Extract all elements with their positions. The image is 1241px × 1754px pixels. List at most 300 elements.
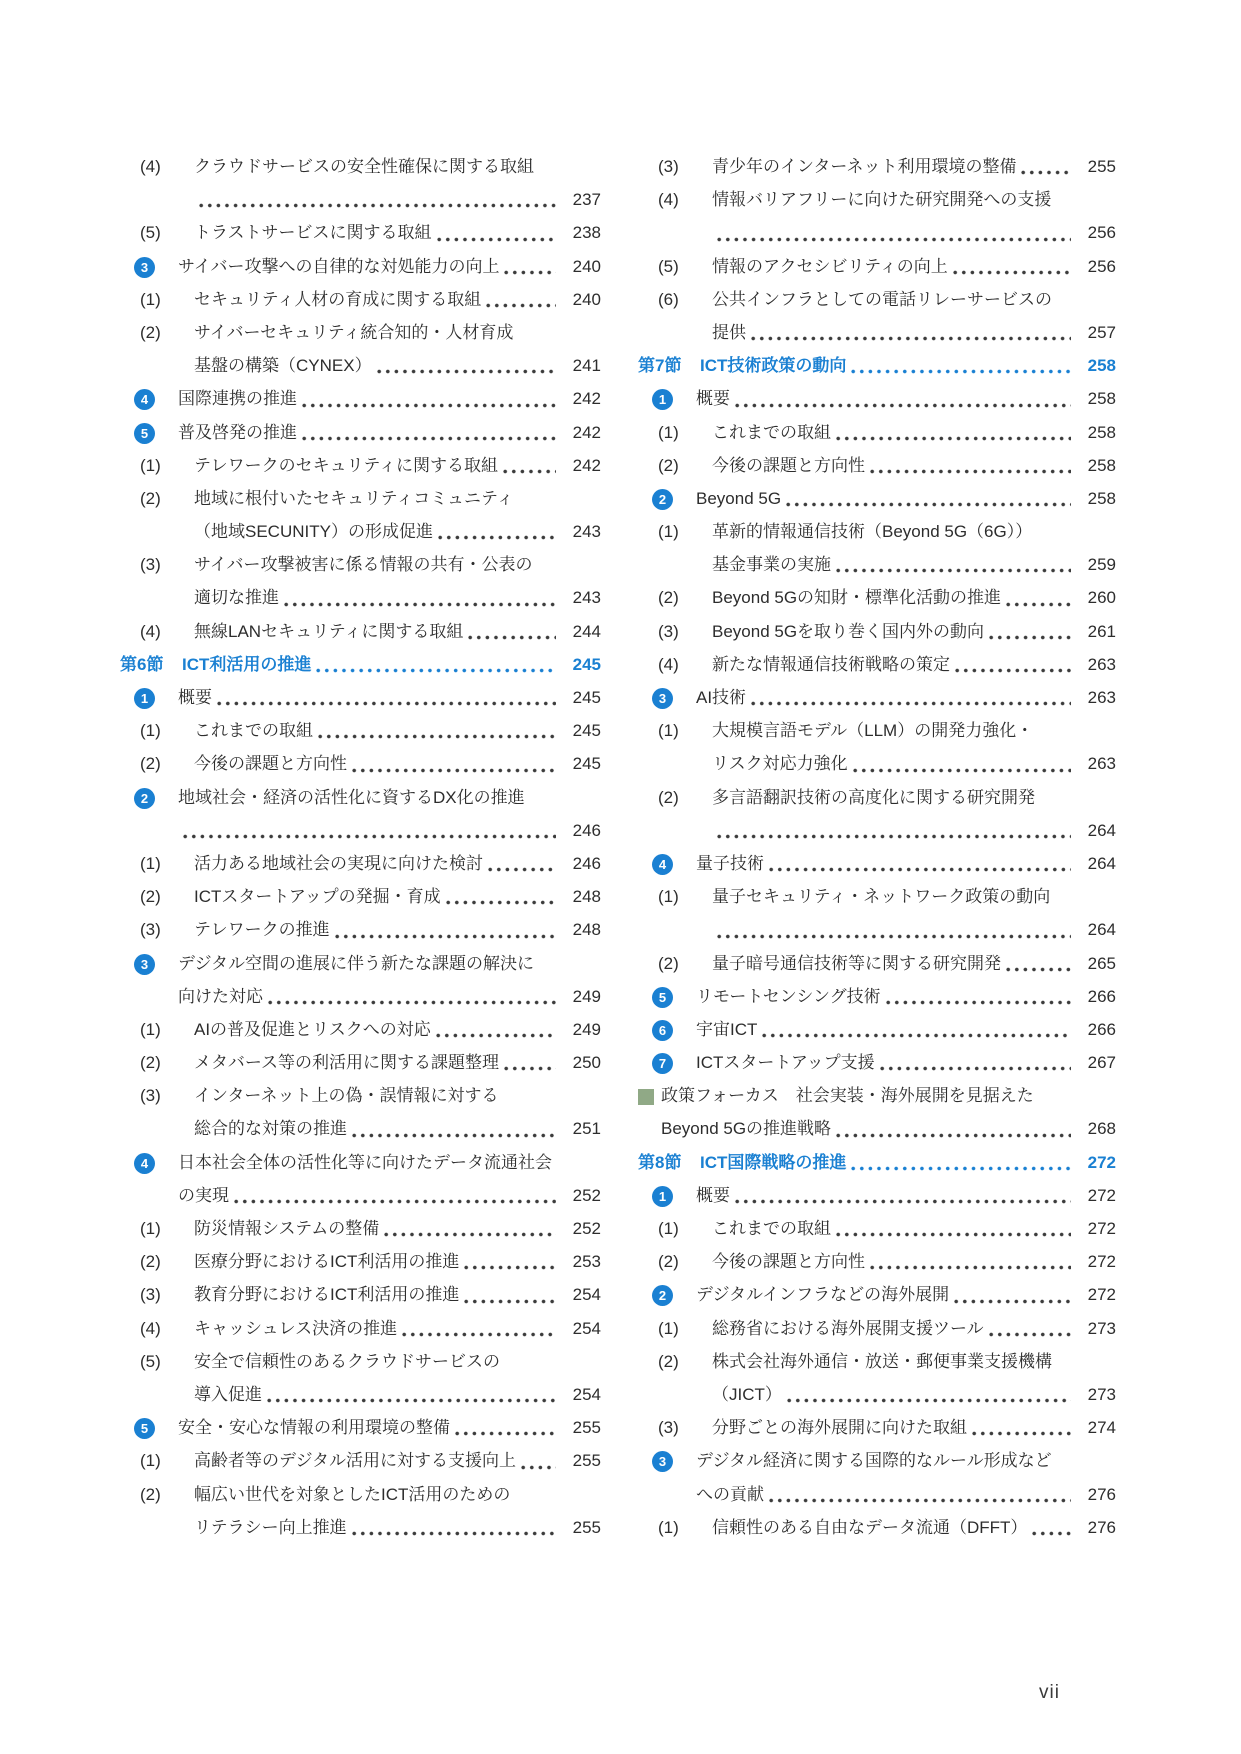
toc-entry-row [120, 781, 601, 814]
item-paren-number: (2) [658, 787, 679, 807]
dot-leader [836, 568, 1071, 573]
toc-column-right [638, 150, 1116, 1544]
toc-entry-row [120, 1378, 601, 1411]
toc-entry-row [638, 1444, 1116, 1477]
dot-leader [762, 1033, 1071, 1038]
page-number: 243 [572, 588, 601, 608]
dot-leader [836, 436, 1071, 441]
entry-title: キャッシュレス決済の推進 [194, 1318, 398, 1338]
dot-leader [384, 1232, 556, 1237]
entry-title: 向けた対応 [178, 986, 263, 1006]
toc-entry-row [638, 714, 1116, 747]
item-number [652, 382, 696, 415]
page-number: 268 [1087, 1119, 1116, 1139]
item-number-badge: 7 [652, 1053, 673, 1074]
toc-entry-row [638, 1013, 1116, 1046]
entry-title: 適切な推進 [194, 588, 279, 608]
dot-leader [1032, 1531, 1071, 1536]
entry-title: メタバース等の利活用に関する課題整理 [194, 1053, 499, 1073]
toc-entry-row [638, 581, 1116, 614]
dot-leader [880, 1066, 1071, 1071]
toc-entry-row [638, 648, 1116, 681]
toc-entry-row [638, 747, 1116, 780]
item-number [652, 482, 696, 515]
page-number: 263 [1087, 654, 1116, 674]
toc-entry-row [638, 913, 1116, 946]
toc-entry-row [638, 316, 1116, 349]
item-number [134, 947, 178, 980]
entry-title: Beyond 5G [696, 488, 782, 508]
dot-leader [438, 535, 556, 540]
entry-title: 情報のアクセシビリティの向上 [712, 256, 948, 276]
dot-leader [853, 768, 1071, 773]
section-label: 第8節 [638, 1152, 682, 1172]
page-number: 254 [572, 1285, 601, 1305]
item-paren-number: (2) [658, 588, 679, 608]
entry-title: （地域SECUNITY）の形成促進 [194, 522, 433, 542]
toc-entry-row [638, 1411, 1116, 1444]
toc-entry-row [638, 449, 1116, 482]
page-number: 256 [1087, 256, 1116, 276]
entry-title: 国際連携の推進 [178, 389, 297, 409]
entry-title: これまでの取組 [712, 1219, 831, 1238]
toc-entry-row [638, 548, 1116, 581]
entry-title: の実現 [178, 1185, 229, 1205]
item-paren-number: (4) [140, 157, 161, 176]
dot-leader [735, 1199, 1071, 1204]
entry-title: 基盤の構築（CYNEX） [194, 356, 372, 376]
toc-entry-row [120, 548, 601, 581]
toc-entry-row [120, 947, 601, 980]
toc-entry-row [638, 515, 1116, 548]
item-paren-number: (2) [140, 488, 161, 508]
page-number: 258 [1087, 422, 1116, 442]
toc-entry-row [120, 714, 601, 747]
item-paren-number: (3) [658, 157, 679, 176]
item-paren-number: (5) [658, 256, 679, 276]
dot-leader [851, 1166, 1071, 1171]
entry-title: ICT国際戦略の推進 [700, 1152, 847, 1172]
dot-leader [377, 369, 556, 374]
page-number: 263 [1087, 688, 1116, 707]
item-number-badge: 2 [134, 788, 155, 809]
focus-marker [638, 1079, 661, 1112]
entry-title: 宇宙ICT [696, 1019, 758, 1039]
entry-title: 公共インフラとしての電話リレーサービスの [712, 289, 1052, 309]
toc-entry-row [120, 847, 601, 880]
dot-leader [302, 436, 556, 441]
entry-title: 防災情報システムの整備 [194, 1219, 380, 1238]
item-paren-number: (5) [140, 1351, 161, 1371]
page-number: 246 [572, 853, 601, 873]
item-paren-number: (2) [140, 1252, 161, 1272]
item-number-badge: 4 [134, 389, 155, 410]
toc-entry-row [638, 416, 1116, 449]
item-number-badge: 1 [652, 389, 673, 410]
toc-entry-row [638, 1312, 1116, 1345]
item-number [652, 1046, 696, 1079]
entry-title: 今後の課題と方向性 [194, 754, 347, 774]
page-number: 245 [572, 754, 601, 774]
entry-title: 基金事業の実施 [712, 555, 831, 575]
page-number: 242 [572, 422, 601, 442]
page-number: 274 [1087, 1418, 1116, 1438]
page-number: 240 [572, 289, 601, 309]
item-number-badge: 4 [652, 854, 673, 875]
dot-leader [504, 270, 556, 275]
dot-leader [751, 336, 1071, 341]
toc-entry-row [638, 1046, 1116, 1079]
toc-column-left [120, 150, 601, 1544]
entry-title: 導入促進 [194, 1384, 262, 1404]
item-paren-number: (3) [140, 555, 161, 575]
toc-entry-row [638, 814, 1116, 847]
dot-leader [217, 701, 556, 706]
item-paren-number: (2) [658, 455, 679, 475]
entry-title: 普及啓発の推進 [178, 422, 297, 442]
focus-square-icon [638, 1089, 654, 1105]
entry-title: サイバーセキュリティ統合知的・人材育成 [194, 322, 514, 342]
entry-title: 多言語翻訳技術の高度化に関する研究開発 [712, 787, 1035, 807]
page-number: 251 [572, 1119, 601, 1139]
entry-title: これまでの取組 [712, 422, 831, 442]
entry-title: 量子セキュリティ・ネットワーク政策の動向 [712, 887, 1051, 907]
entry-title: Beyond 5Gを取り巻く国内外の動向 [712, 621, 985, 641]
dot-leader [870, 469, 1071, 474]
dot-leader [503, 469, 556, 474]
toc-entry-row [120, 747, 601, 780]
item-paren-number: (3) [658, 1418, 679, 1438]
entry-title: ICT利活用の推進 [182, 654, 312, 674]
item-paren-number: (3) [658, 621, 679, 641]
toc-entry-row [120, 1411, 601, 1444]
page-number: 258 [1087, 488, 1116, 508]
entry-title: インターネット上の偽・誤情報に対する [194, 1086, 499, 1106]
toc-entry-row [638, 1212, 1116, 1245]
entry-title: トラストサービスに関する取組 [194, 223, 432, 243]
dot-leader [284, 602, 556, 607]
entry-title: 活力ある地域社会の実現に向けた検討 [194, 853, 483, 873]
item-paren-number: (1) [140, 1019, 161, 1039]
item-number [134, 416, 178, 449]
toc-entry-row [120, 681, 601, 714]
item-paren-number: (4) [658, 654, 679, 674]
dot-leader [836, 1232, 1071, 1237]
entry-title: 量子暗号通信技術等に関する研究開発 [712, 953, 1001, 973]
page-number: 246 [572, 820, 601, 840]
toc-entry-row [120, 1312, 601, 1345]
entry-title: 分野ごとの海外展開に向けた取組 [712, 1418, 967, 1438]
dot-leader [751, 701, 1071, 706]
toc-entry-row [120, 581, 601, 614]
toc-entry-row [120, 349, 601, 382]
page-number: 259 [1087, 555, 1116, 575]
toc-entry-row [120, 515, 601, 548]
dot-leader [199, 203, 556, 208]
page-number: 264 [1087, 853, 1116, 873]
toc-entry-row [638, 482, 1116, 515]
item-paren-number: (3) [140, 920, 161, 940]
item-number-badge: 5 [134, 423, 155, 444]
entry-title: リモートセンシング技術 [696, 986, 881, 1006]
toc-entry-row [638, 1345, 1116, 1378]
page-number: 245 [572, 654, 601, 674]
entry-title: 情報バリアフリーに向けた研究開発への支援 [712, 190, 1052, 210]
entry-title: 医療分野におけるICT利活用の推進 [194, 1252, 460, 1272]
item-paren-number: (1) [140, 289, 161, 309]
item-number [134, 781, 178, 814]
dot-leader [769, 1498, 1071, 1503]
page-number: 242 [572, 455, 601, 475]
page-number: 245 [572, 721, 601, 741]
page-number: 264 [1087, 820, 1116, 840]
item-paren-number: (4) [658, 190, 679, 210]
page-number: 272 [1087, 1252, 1116, 1272]
item-number-badge: 3 [652, 1451, 673, 1472]
entry-title: 概要 [696, 1185, 730, 1205]
dot-leader [504, 1066, 556, 1071]
page-number: 265 [1087, 953, 1116, 973]
toc-entry-row [638, 1478, 1116, 1511]
dot-leader [955, 668, 1071, 673]
page-number: 241 [572, 356, 601, 376]
page-number: 258 [1087, 389, 1116, 409]
entry-title: 概要 [178, 688, 212, 707]
entry-title: サイバー攻撃への自律的な対処能力の向上 [178, 256, 500, 276]
page-number: 245 [572, 688, 601, 707]
toc-entry-row [120, 1278, 601, 1311]
page-number: 254 [572, 1384, 601, 1404]
item-paren-number: (1) [658, 522, 679, 542]
item-number [134, 382, 178, 415]
dot-leader [234, 1199, 556, 1204]
folio-page-number: vii [1039, 1682, 1060, 1703]
dot-leader [268, 1000, 556, 1005]
dot-leader [436, 1033, 556, 1038]
page-number: 261 [1087, 621, 1116, 641]
toc-section-row [638, 1146, 1116, 1179]
dot-leader [486, 303, 556, 308]
item-number-badge: 5 [652, 987, 673, 1008]
item-number [652, 1179, 696, 1212]
entry-title: これまでの取組 [194, 721, 313, 741]
page-number: 248 [572, 887, 601, 907]
dot-leader [989, 635, 1071, 640]
toc-entry-row [120, 216, 601, 249]
page-number: 276 [1087, 1517, 1116, 1537]
toc-entry-row [638, 615, 1116, 648]
toc-entry-row [120, 814, 601, 847]
entry-title: （JICT） [712, 1384, 782, 1404]
entry-title: サイバー攻撃被害に係る情報の共有・公表の [194, 555, 533, 575]
page-number: 240 [572, 256, 601, 276]
item-paren-number: (1) [140, 455, 161, 475]
item-number-badge: 2 [652, 489, 673, 510]
page-number: 249 [572, 1019, 601, 1039]
entry-title: デジタルインフラなどの海外展開 [696, 1285, 950, 1305]
page-number: 255 [1087, 157, 1116, 176]
page-number: 250 [572, 1053, 601, 1073]
item-number [134, 250, 178, 283]
item-number [652, 1278, 696, 1311]
item-paren-number: (2) [140, 322, 161, 342]
page-number: 256 [1087, 223, 1116, 243]
page-number: 263 [1087, 754, 1116, 774]
dot-leader [183, 834, 556, 839]
section-label: 第7節 [638, 356, 682, 376]
page-number: 248 [572, 920, 601, 940]
item-number-badge: 3 [652, 688, 673, 709]
dot-leader [1021, 170, 1071, 175]
item-paren-number: (1) [658, 422, 679, 442]
toc-entry-row [120, 1079, 601, 1112]
item-number [134, 681, 178, 714]
page-number: 252 [572, 1185, 601, 1205]
dot-leader [468, 635, 556, 640]
page-number: 255 [572, 1517, 601, 1537]
dot-leader [521, 1465, 556, 1470]
entry-title: 株式会社海外通信・放送・郵便事業支援機構 [712, 1351, 1052, 1371]
toc-entry-row [120, 615, 601, 648]
dot-leader [302, 403, 556, 408]
entry-title: リスク対応力強化 [712, 754, 848, 774]
item-number-badge: 2 [652, 1285, 673, 1306]
toc-entry-row [120, 150, 601, 183]
item-paren-number: (3) [140, 1285, 161, 1305]
page-number: 242 [572, 389, 601, 409]
dot-leader [352, 1133, 556, 1138]
entry-title: 総合的な対策の推進 [194, 1119, 347, 1139]
toc-entry-row [120, 1444, 601, 1477]
dot-leader [786, 502, 1071, 507]
page-number: 266 [1087, 986, 1116, 1006]
page-number: 267 [1087, 1053, 1116, 1073]
item-number-badge: 4 [134, 1153, 155, 1174]
toc-entry-row [120, 1478, 601, 1511]
entry-title: 提供 [712, 322, 746, 342]
item-paren-number: (2) [140, 754, 161, 774]
entry-title: 地域に根付いたセキュリティコミュニティ [194, 488, 514, 508]
item-paren-number: (1) [140, 1451, 161, 1471]
item-number-badge: 6 [652, 1020, 673, 1041]
item-paren-number: (1) [658, 1219, 679, 1238]
dot-leader [352, 1531, 556, 1536]
entry-title: クラウドサービスの安全性確保に関する取組 [194, 157, 534, 176]
page-number: 260 [1087, 588, 1116, 608]
toc-entry-row [120, 482, 601, 515]
dot-leader [437, 237, 557, 242]
toc-entry-row [120, 250, 601, 283]
item-number-badge: 5 [134, 1418, 155, 1439]
page-number: 272 [1087, 1185, 1116, 1205]
entry-title: への貢献 [696, 1484, 764, 1504]
dot-leader [787, 1398, 1071, 1403]
entry-title: 高齢者等のデジタル活用に対する支援向上 [194, 1451, 516, 1471]
page-number: 258 [1087, 455, 1116, 475]
item-paren-number: (4) [140, 1318, 161, 1338]
entry-title: 日本社会全体の活性化等に向けたデータ流通社会 [178, 1152, 552, 1172]
page-number: 249 [572, 986, 601, 1006]
toc-entry-row [638, 847, 1116, 880]
toc-entry-row [638, 216, 1116, 249]
item-paren-number: (2) [140, 1053, 161, 1073]
page-number: 238 [572, 223, 601, 243]
entry-title: デジタル空間の進展に伴う新たな課題の解決に [178, 953, 534, 973]
entry-title: Beyond 5Gの知財・標準化活動の推進 [712, 588, 1002, 608]
entry-title: デジタル経済に関する国際的なルール形成など [696, 1451, 1052, 1471]
dot-leader [267, 1398, 556, 1403]
dot-leader [886, 1000, 1071, 1005]
toc-entry-row [120, 1146, 601, 1179]
item-paren-number: (1) [658, 1517, 679, 1537]
dot-leader [717, 237, 1071, 242]
entry-title: 概要 [696, 389, 730, 409]
page-number: 237 [572, 190, 601, 210]
item-paren-number: (2) [140, 887, 161, 907]
page-number: 276 [1087, 1484, 1116, 1504]
item-number-badge: 1 [134, 688, 155, 709]
toc-entry-row [120, 913, 601, 946]
dot-leader [735, 403, 1071, 408]
dot-leader [464, 1299, 556, 1304]
toc-entry-row [120, 183, 601, 216]
dot-leader [836, 1133, 1071, 1138]
dot-leader [352, 768, 556, 773]
entry-title: 幅広い世代を対象としたICT活用のための [194, 1484, 511, 1504]
entry-title: 地域社会・経済の活性化に資するDX化の推進 [178, 787, 525, 807]
dot-leader [1006, 967, 1071, 972]
dot-leader [769, 867, 1071, 872]
entry-title: AI技術 [696, 688, 747, 707]
dot-leader [972, 1431, 1071, 1436]
toc-entry-row [120, 1112, 601, 1145]
dot-leader [455, 1431, 556, 1436]
page-number: 244 [572, 621, 601, 641]
toc-entry-row [120, 283, 601, 316]
item-number-badge: 3 [134, 257, 155, 278]
item-paren-number: (1) [658, 721, 679, 741]
item-number [652, 980, 696, 1013]
item-paren-number: (2) [658, 1351, 679, 1371]
dot-leader [316, 668, 556, 673]
dot-leader [870, 1265, 1071, 1270]
toc-focus-row [638, 1079, 1116, 1112]
entry-title: セキュリティ人材の育成に関する取組 [194, 289, 482, 309]
dot-leader [953, 270, 1071, 275]
toc-entry-row [638, 980, 1116, 1013]
section-label: 第6節 [120, 654, 164, 674]
item-number [134, 1146, 178, 1179]
entry-title: Beyond 5Gの推進戦略 [661, 1119, 832, 1139]
item-paren-number: (1) [140, 853, 161, 873]
entry-title: リテラシー向上推進 [194, 1517, 347, 1537]
entry-title: テレワークのセキュリティに関する取組 [194, 455, 498, 475]
dot-leader [318, 734, 556, 739]
item-paren-number: (1) [140, 721, 161, 741]
entry-title: 信頼性のある自由なデータ流通（DFFT） [712, 1517, 1028, 1537]
toc-entry-row [120, 1013, 601, 1046]
toc-entry-row [638, 880, 1116, 913]
item-number [652, 1013, 696, 1046]
page-number: 273 [1087, 1318, 1116, 1338]
item-paren-number: (1) [658, 887, 679, 907]
entry-title: 革新的情報通信技術（Beyond 5G（6G）） [712, 522, 1033, 542]
toc-section-row [120, 648, 601, 681]
item-number [134, 1411, 178, 1444]
toc-entry-row [638, 283, 1116, 316]
toc-entry-row [120, 980, 601, 1013]
page-number: 255 [572, 1418, 601, 1438]
